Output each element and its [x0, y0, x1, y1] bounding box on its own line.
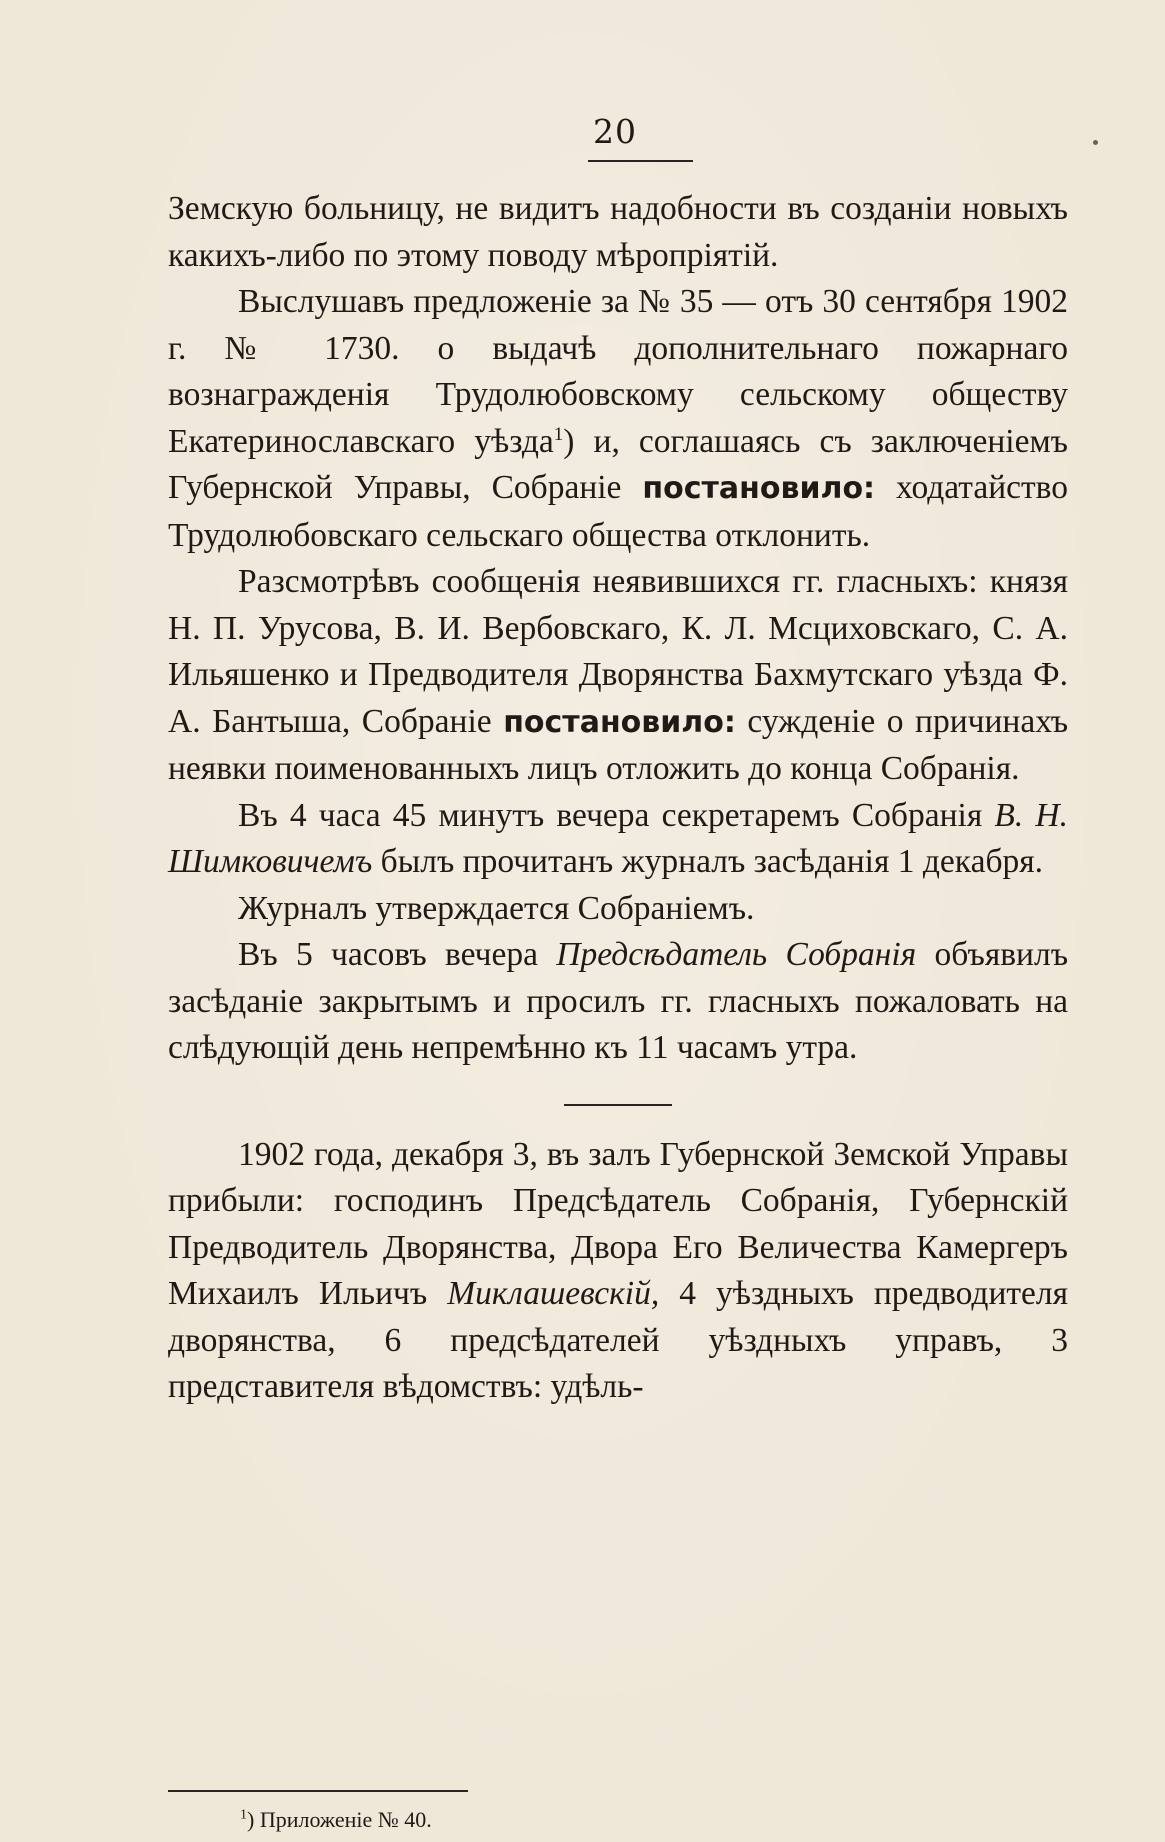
paragraph-6-text-b: объявилъ засѣданіе закрытымъ и просилъ гг. гласныхъ пожаловать на слѣдующій день непремѣнно къ 11 часамъ утра. [168, 936, 1069, 1066]
secretary-name: В. Н. Шимковичемъ [168, 796, 1068, 880]
paragraph-3-text-a: Разсмотрѣвъ сообщенія неявившихся гг. гласныхъ: князя Н. П. Урусова, В. И. Вербовскаго, К. Л. Мсциховскаго, С. А. Ильяшенко и Предводителя Дворянства Бахмутскаго уѣзда Ф. А. Бантыша, Собраніе [168, 563, 1068, 740]
chairman-title: Предсѣдатель [556, 936, 768, 973]
paragraph-4-text-a: Въ 4 часа 45 минутъ вечера секретаремъ Собранія [238, 796, 983, 834]
margin-dot [1093, 140, 1098, 145]
paragraph-1-text: Земскую больницу, не видитъ надобности въ созданіи новыхъ какихъ-либо по этому поводу мѣропріятій. [168, 190, 1068, 274]
footnote [240, 1806, 432, 1834]
paragraph-4 [168, 793, 1068, 886]
paragraph-7-text-a: 1902 года, декабря 3, въ залъ Губернской Земской Управы прибыли: господинъ Предсѣдатель Собранія, Губернскій Предводитель Дворянства, Двора Его Величества Камергеръ Михаилъ Ильичъ [168, 1135, 1068, 1312]
paragraph-7-text-b: 4 уѣздныхъ предводителя дворянства, 6 предсѣдателей уѣздныхъ управъ, 3 представителя вѣдомствъ: удѣль- [168, 1275, 1069, 1405]
paragraph-6-text-a: Въ 5 часовъ вечера [238, 936, 538, 973]
decision-keyword: постановило: [503, 704, 736, 740]
paragraph-5-text: Журналъ утверждается Собраніемъ. [238, 889, 755, 927]
assembly-title: Собранія [785, 936, 917, 973]
marshal-surname: Миклашевскій, [447, 1275, 660, 1312]
paragraph-1 [168, 186, 1068, 279]
paragraph-3 [168, 559, 1068, 793]
paragraph-6 [168, 932, 1068, 1072]
paragraph-2-text-a: Выслушавъ предложеніе за № 35 — отъ 30 сентября 1902 г. № 1730. о выдачѣ дополнительнаго пожарнаго вознагражденія Трудолюбовскому сельскому обществу Екатеринославскаго уѣзда [168, 283, 1068, 460]
paragraph-3-text-b: сужденіе о причинахъ неявки поименованныхъ лицъ отложить до конца Собранія. [168, 702, 1069, 787]
body-text [168, 186, 1068, 1411]
paragraph-7 [168, 1132, 1068, 1411]
footnote-reference[interactable]: 1 [553, 423, 564, 445]
footnote-text: ) Приложеніе № 40. [247, 1807, 432, 1832]
footnote-marker: 1 [240, 1807, 247, 1823]
footnote-divider [168, 1790, 468, 1792]
decision-keyword: постановило: [642, 471, 876, 506]
paragraph-2 [168, 279, 1068, 559]
page-number-rule [588, 160, 693, 162]
paragraph-2-text-b: ) и, соглашаясь съ заключеніемъ Губернской Управы, Собраніе [168, 422, 1068, 506]
paragraph-4-text-b: былъ прочитанъ журналъ засѣданія 1 декабря. [380, 843, 1044, 880]
page-number: 20 [593, 112, 637, 151]
section-divider [564, 1104, 672, 1106]
paragraph-5 [168, 886, 1068, 933]
paragraph-2-text-c: ходатайство Трудолюбовскаго сельскаго общества отклонить. [168, 469, 1068, 554]
